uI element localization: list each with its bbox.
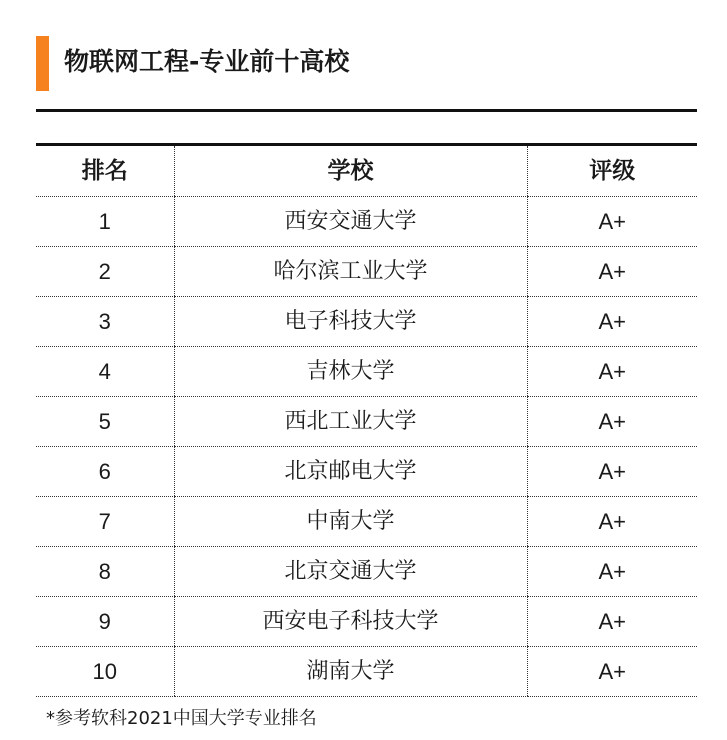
school-cell: 中南大学 — [174, 497, 527, 547]
school-cell: 吉林大学 — [174, 347, 527, 397]
rank-cell: 7 — [36, 497, 174, 547]
grade-cell: A+ — [527, 647, 697, 697]
school-cell: 哈尔滨工业大学 — [174, 247, 527, 297]
table-row — [36, 447, 697, 497]
title-accent-bar — [36, 36, 49, 91]
rank-cell: 10 — [36, 647, 174, 697]
source-footnote: *参考软科2021中国大学专业排名 — [46, 708, 317, 729]
rank-cell: 5 — [36, 397, 174, 447]
rank-cell: 3 — [36, 297, 174, 347]
header-row — [36, 145, 697, 197]
table-body — [36, 197, 697, 697]
school-cell: 西安交通大学 — [174, 197, 527, 247]
table-header — [36, 145, 697, 197]
table-row — [36, 597, 697, 647]
table-row — [36, 547, 697, 597]
table-row — [36, 247, 697, 297]
grade-cell: A+ — [527, 247, 697, 297]
rank-cell: 8 — [36, 547, 174, 597]
rank-cell: 9 — [36, 597, 174, 647]
ranking-table — [36, 143, 697, 697]
rank-cell: 1 — [36, 197, 174, 247]
grade-cell: A+ — [527, 447, 697, 497]
school-cell: 湖南大学 — [174, 647, 527, 697]
rank-cell: 6 — [36, 447, 174, 497]
table-row — [36, 197, 697, 247]
rank-cell: 4 — [36, 347, 174, 397]
title-divider — [36, 109, 697, 112]
table-row — [36, 297, 697, 347]
school-cell: 西北工业大学 — [174, 397, 527, 447]
table-row — [36, 347, 697, 397]
column-header-grade: 评级 — [527, 145, 697, 197]
grade-cell: A+ — [527, 547, 697, 597]
grade-cell: A+ — [527, 297, 697, 347]
table-row — [36, 497, 697, 547]
page-title: 物联网工程-专业前十高校 — [64, 47, 350, 76]
table-row — [36, 397, 697, 447]
grade-cell: A+ — [527, 347, 697, 397]
school-cell: 电子科技大学 — [174, 297, 527, 347]
grade-cell: A+ — [527, 597, 697, 647]
rank-cell: 2 — [36, 247, 174, 297]
grade-cell: A+ — [527, 397, 697, 447]
column-header-rank: 排名 — [36, 145, 174, 197]
grade-cell: A+ — [527, 497, 697, 547]
school-cell: 西安电子科技大学 — [174, 597, 527, 647]
table-row — [36, 647, 697, 697]
school-cell: 北京交通大学 — [174, 547, 527, 597]
school-cell: 北京邮电大学 — [174, 447, 527, 497]
column-header-school: 学校 — [174, 145, 527, 197]
grade-cell: A+ — [527, 197, 697, 247]
